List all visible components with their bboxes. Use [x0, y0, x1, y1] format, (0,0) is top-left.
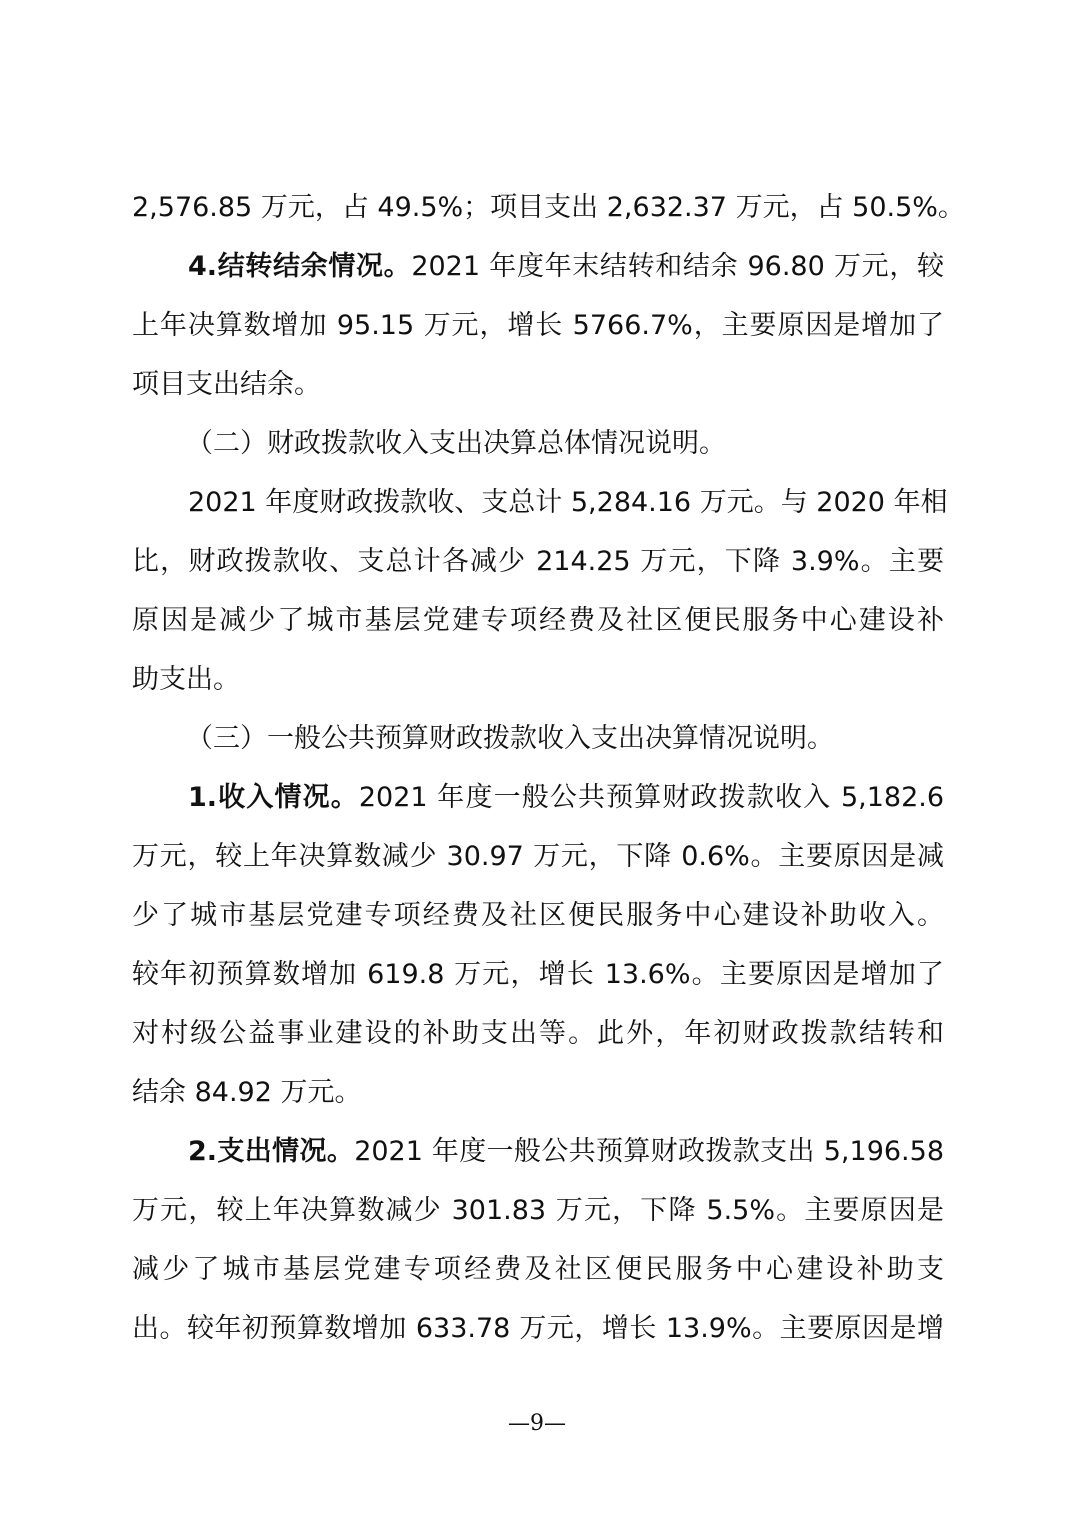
section-lead: 1.收入情况。	[188, 782, 359, 813]
paragraph-line: 助支出。	[132, 664, 240, 695]
paragraph-line: 少了城市基层党建专项经费及社区便民服务中心建设补助收入。	[132, 900, 944, 931]
section-heading: （二）财政拨款收入支出决算总体情况说明。	[186, 428, 726, 459]
paragraph-line: 减少了城市基层党建专项经费及社区便民服务中心建设补助支	[132, 1254, 944, 1285]
paragraph-line: 万元，较上年决算数减少 30.97 万元，下降 0.6%。主要原因是减	[132, 841, 944, 872]
paragraph-line: 4.结转结余情况。2021 年度年末结转和结余 96.80 万元，较	[188, 251, 944, 282]
paragraph-line: 出。较年初预算数增加 633.78 万元，增长 13.9%。主要原因是增	[132, 1313, 944, 1344]
section-heading: （三）一般公共预算财政拨款收入支出决算情况说明。	[186, 723, 834, 754]
paragraph-line: 2.支出情况。2021 年度一般公共预算财政拨款支出 5,196.58	[188, 1136, 944, 1167]
paragraph-line: 原因是减少了城市基层党建专项经费及社区便民服务中心建设补	[132, 605, 944, 636]
paragraph-line: 万元，较上年决算数减少 301.83 万元，下降 5.5%。主要原因是	[132, 1195, 944, 1226]
paragraph-line: 对村级公益事业建设的补助支出等。此外，年初财政拨款结转和	[132, 1018, 944, 1049]
section-lead: 2.支出情况。	[188, 1136, 355, 1167]
page-number: —9—	[508, 1411, 566, 1436]
paragraph-line: 比，财政拨款收、支总计各减少 214.25 万元，下降 3.9%。主要	[132, 546, 944, 577]
paragraph-line: 2021 年度财政拨款收、支总计 5,284.16 万元。与 2020 年相	[188, 487, 948, 518]
paragraph-line: 1.收入情况。2021 年度一般公共预算财政拨款收入 5,182.6	[188, 782, 945, 813]
paragraph-line: 较年初预算数增加 619.8 万元，增长 13.6%。主要原因是增加了	[132, 959, 944, 990]
paragraph-line: 结余 84.92 万元。	[132, 1077, 362, 1108]
section-lead: 4.结转结余情况。	[188, 251, 412, 282]
paragraph-line: 项目支出结余。	[132, 369, 321, 400]
paragraph-line: 2,576.85 万元，占 49.5%；项目支出 2,632.37 万元，占 50.5%。	[132, 192, 965, 223]
paragraph-line: 上年决算数增加 95.15 万元，增长 5766.7%，主要原因是增加了	[132, 310, 944, 341]
